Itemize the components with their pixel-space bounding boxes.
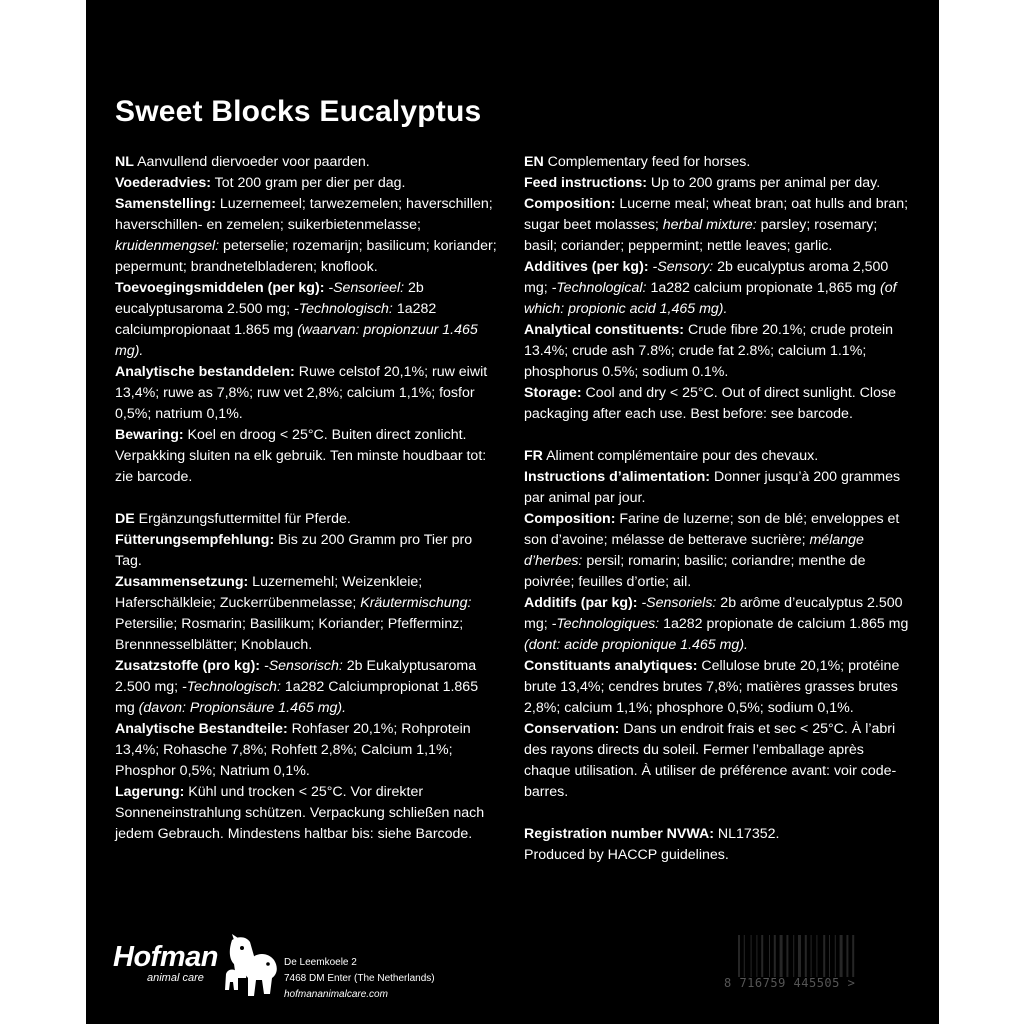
- section-registration: [524, 824, 909, 866]
- haccp-note: Produced by HACCP guidelines.: [524, 847, 729, 863]
- fr-feed: Instructions d’alimentation: Donner jusqu’à 200 grammes par animal par jour.: [524, 469, 901, 506]
- product-title: Sweet Blocks Eucalyptus: [115, 95, 482, 128]
- en-feed: Feed instructions: Up to 200 grams per animal per day.: [524, 175, 881, 191]
- section-nl: [115, 152, 500, 488]
- right-column: [524, 152, 909, 866]
- fr-composition: Composition: Farine de luzerne; son de blé; enveloppes et son d’avoine; mélasse de betterave sucrière; mélange d’herbes: persil; romarin; basilic; coriandre; menthe de poivrée; feuilles d’ortie; ail.: [524, 511, 900, 590]
- de-additives: Zusatzstoffe (pro kg): -Sensorisch: 2b Eukalyptusaroma 2.500 mg; -Technologisch: 1a282 Calciumpropionat 1.865 mg (davon: Propionsäure 1.465 mg).: [115, 658, 479, 716]
- registration-number: Registration number NVWA: NL17352.: [524, 826, 780, 842]
- fr-additives: Additifs (par kg): -Sensoriels: 2b arôme d’eucalyptus 2.500 mg; -Technologiques: 1a282 propionate de calcium 1.865 mg (dont: acide propionique 1.465 mg).: [524, 595, 909, 653]
- de-feed: Fütterungsempfehlung: Bis zu 200 Gramm pro Tier pro Tag.: [115, 532, 473, 569]
- de-storage: Lagerung: Kühl und trocken < 25°C. Vor direkter Sonneneinstrahlung schützen. Verpackung schließen nach jedem Gebrauch. Mindestens haltbar bis: siehe Barcode.: [115, 784, 485, 842]
- brand-subtitle: animal care: [147, 972, 204, 984]
- nl-intro: NL Aanvullend diervoeder voor paarden.: [115, 154, 370, 170]
- en-additives: Additives (per kg): -Sensory: 2b eucalyptus aroma 2,500 mg; -Technological: 1a282 calcium propionate 1,865 mg (of which: propionic acid 1,465 mg).: [524, 259, 897, 317]
- fr-storage: Conservation: Dans un endroit frais et sec < 25°C. À l’abri des rayons directs du soleil. Fermer l’emballage après chaque utilisation. À utiliser de préférence avant: voir code-barres.: [524, 721, 897, 800]
- animals-icon: [220, 934, 280, 1000]
- address-city: 7468 DM Enter (The Netherlands): [284, 973, 435, 984]
- fr-intro: FR Aliment complémentaire pour des chevaux.: [524, 448, 819, 464]
- en-analytical: Analytical constituents: Crude fibre 20.1%; crude protein 13.4%; crude ash 7.8%; crude fat 2.8%; calcium 1.1%; phosphorus 0.5%; sodium 0.1%.: [524, 322, 894, 380]
- nl-feed: Voederadvies: Tot 200 gram per dier per dag.: [115, 175, 406, 191]
- nl-analytical: Analytische bestanddelen: Ruwe celstof 20,1%; ruw eiwit 13,4%; ruwe as 7,8%; ruw vet 2,8%; calcium 1,1%; fosfor 0,5%; natrium 0,1%.: [115, 364, 488, 422]
- en-storage: Storage: Cool and dry < 25°C. Out of direct sunlight. Close packaging after each use. Best before: see barcode.: [524, 385, 896, 422]
- en-composition: Composition: Lucerne meal; wheat bran; oat hulls and bran; sugar beet molasses; herbal mixture: parsley; rosemary; basil; coriander; peppermint; nettle leaves; garlic.: [524, 196, 909, 254]
- nl-composition: Samenstelling: Luzernemeel; tarwezemelen; haverschillen; haverschillen- en zemelen; suikerbietenmelasse; kruidenmengsel: peterselie; rozemarijn; basilicum; koriander; pepermunt; brandnetelbladeren; knoflook.: [115, 196, 497, 275]
- de-intro: DE Ergänzungsfuttermittel für Pferde.: [115, 511, 351, 527]
- section-fr: [524, 446, 909, 803]
- fr-analytical: Constituants analytiques: Cellulose brute 20,1%; protéine brute 13,4%; cendres brutes 7,8%; matières grasses brutes 2,8%; calcium 1,1%; phosphore 0,5%; sodium 0,1%.: [524, 658, 900, 716]
- brand-logo: [113, 942, 218, 984]
- de-analytical: Analytische Bestandteile: Rohfaser 20,1%; Rohprotein 13,4%; Rohasche 7,8%; Rohfett 2,8%; Calcium 1,1%; Phosphor 0,5%; Natrium 0,1%.: [115, 721, 471, 779]
- company-address: [284, 955, 435, 1003]
- brand-name: Hofman: [113, 941, 218, 973]
- address-street: De Leemkoele 2: [284, 957, 357, 968]
- nl-additives: Toevoegingsmiddelen (per kg): -Sensorieel: 2b eucalyptusaroma 2.500 mg; -Technologisch: 1a282 calciumpropionaat 1.865 mg (waarvan: propionzuur 1.465 mg).: [115, 280, 478, 359]
- en-intro: EN Complementary feed for horses.: [524, 154, 751, 170]
- section-en: [524, 152, 909, 425]
- nl-storage: Bewaring: Koel en droog < 25°C. Buiten direct zonlicht. Verpakking sluiten na elk gebruik. Ten minste houdbaar tot: zie barcode.: [115, 427, 487, 485]
- company-website: hofmananimalcare.com: [284, 989, 388, 1000]
- section-de: [115, 509, 500, 845]
- de-composition: Zusammensetzung: Luzernemehl; Weizenkleie; Haferschälkleie; Zuckerrübenmelasse; Kräutermischung: Petersilie; Rosmarin; Basilikum; Koriander; Pfefferminz; Brennnesselblätter; Knoblauch.: [115, 574, 472, 653]
- label-panel: [86, 0, 939, 1024]
- left-column: [115, 152, 500, 845]
- barcode-digits: 8 716759 445505 >: [724, 976, 856, 990]
